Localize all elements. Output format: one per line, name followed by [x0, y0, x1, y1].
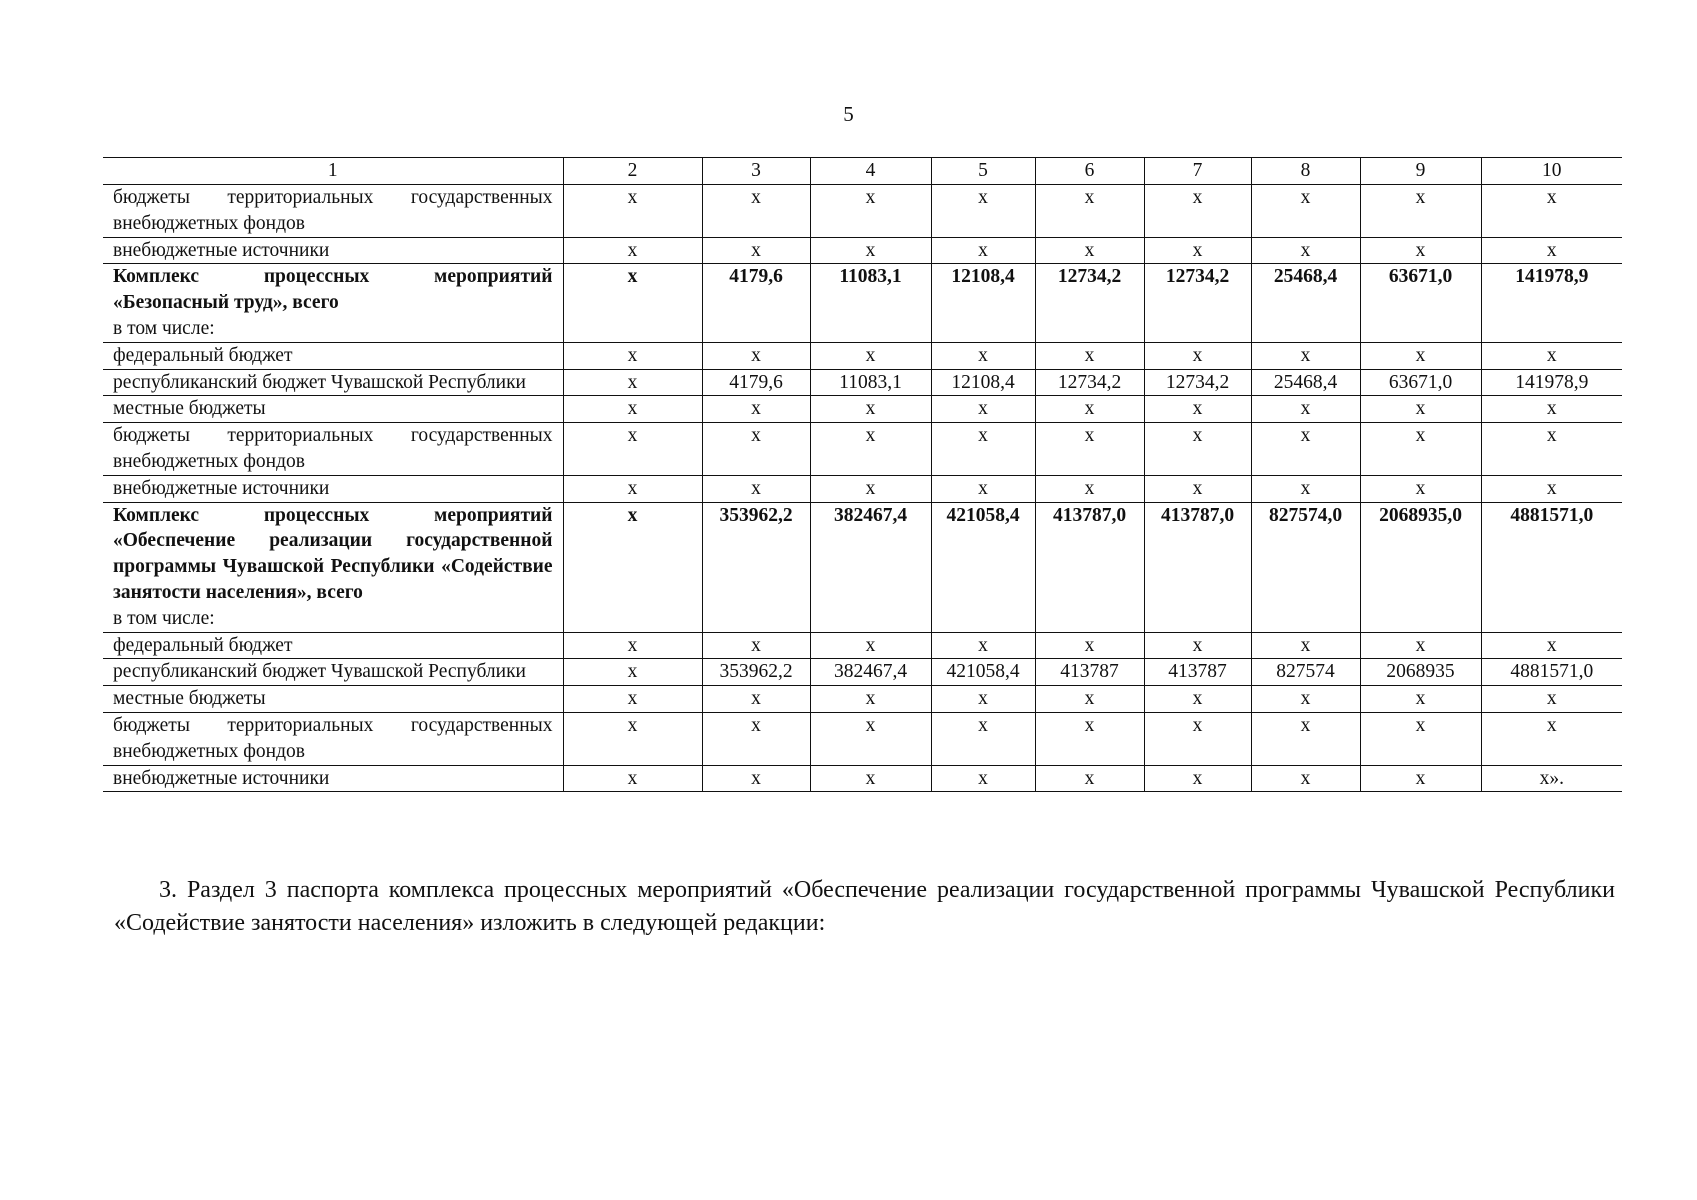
value-cell: х». — [1481, 765, 1622, 792]
row-label: бюджеты территориальных государственных внебюджетных фондов — [113, 714, 553, 762]
table-row — [103, 237, 1622, 264]
row-label: бюджеты территориальных государственных внебюджетных фондов — [113, 187, 553, 234]
value-cell: х — [1251, 712, 1360, 765]
value-cell: 382467,4 — [810, 659, 931, 686]
value-cell: 4179,6 — [702, 264, 810, 342]
row-label: внебюджетные источники — [113, 239, 330, 261]
row-label: местные бюджеты — [113, 398, 266, 420]
row-label-cell — [103, 765, 563, 792]
table-row — [103, 185, 1622, 238]
value-cell: х — [1144, 632, 1251, 659]
table-row — [103, 396, 1622, 423]
header-cell: 8 — [1251, 158, 1360, 185]
page-number: 5 — [843, 102, 854, 126]
value-cell: х — [563, 237, 702, 264]
value-cell: х — [1251, 423, 1360, 476]
body-paragraph: 3. Раздел 3 паспорта комплекса процессных мероприятий «Обеспечение реализации государственной программы Чувашской Республики «Содействие занятости населения» изложить в следующей редакции: — [114, 877, 1615, 936]
row-sublabel: в том числе: — [113, 607, 215, 629]
value-cell: 827574,0 — [1251, 502, 1360, 632]
table-row — [103, 659, 1622, 686]
row-label-cell — [103, 396, 563, 423]
value-cell: х — [1035, 185, 1144, 238]
value-cell: 4179,6 — [702, 369, 810, 396]
value-cell: 12734,2 — [1035, 369, 1144, 396]
value-cell: х — [1251, 342, 1360, 369]
value-cell: 11083,1 — [810, 369, 931, 396]
table-row — [103, 342, 1622, 369]
value-cell: 63671,0 — [1360, 369, 1481, 396]
value-cell: х — [1481, 686, 1622, 713]
header-cell: 2 — [563, 158, 702, 185]
value-cell: 12734,2 — [1144, 264, 1251, 342]
header-cell: 10 — [1481, 158, 1622, 185]
value-cell: х — [1144, 342, 1251, 369]
value-cell: х — [563, 632, 702, 659]
value-cell: х — [1360, 686, 1481, 713]
row-label-cell — [103, 686, 563, 713]
value-cell: х — [1251, 765, 1360, 792]
value-cell: 353962,2 — [702, 659, 810, 686]
row-label-cell — [103, 264, 563, 342]
value-cell: 25468,4 — [1251, 369, 1360, 396]
header-cell: 9 — [1360, 158, 1481, 185]
value-cell: х — [563, 712, 702, 765]
value-cell: х — [702, 475, 810, 502]
value-cell: х — [702, 423, 810, 476]
value-cell: х — [1144, 237, 1251, 264]
value-cell: х — [931, 475, 1035, 502]
value-cell: х — [810, 632, 931, 659]
row-label-cell — [103, 632, 563, 659]
value-cell: х — [702, 342, 810, 369]
row-label: местные бюджеты — [113, 688, 266, 710]
value-cell: х — [563, 396, 702, 423]
value-cell: 141978,9 — [1481, 369, 1622, 396]
row-label-cell — [103, 475, 563, 502]
header-cell: 1 — [103, 158, 563, 185]
value-cell: х — [931, 237, 1035, 264]
value-cell: 4881571,0 — [1481, 502, 1622, 632]
value-cell: 413787 — [1144, 659, 1251, 686]
value-cell: х — [810, 712, 931, 765]
value-cell: х — [1360, 423, 1481, 476]
value-cell: х — [1481, 237, 1622, 264]
value-cell: х — [931, 423, 1035, 476]
value-cell: 2068935,0 — [1360, 502, 1481, 632]
value-cell: х — [931, 712, 1035, 765]
value-cell: х — [1144, 475, 1251, 502]
value-cell: х — [1144, 712, 1251, 765]
header-cell: 7 — [1144, 158, 1251, 185]
value-cell: х — [1360, 712, 1481, 765]
value-cell: 141978,9 — [1481, 264, 1622, 342]
value-cell: 4881571,0 — [1481, 659, 1622, 686]
value-cell: х — [1251, 475, 1360, 502]
value-cell: х — [1251, 686, 1360, 713]
table-row — [103, 423, 1622, 476]
row-label: бюджеты территориальных государственных внебюджетных фондов — [113, 425, 553, 472]
value-cell: х — [1035, 475, 1144, 502]
table-row — [103, 475, 1622, 502]
row-label: федеральный бюджет — [113, 344, 293, 366]
table-row — [103, 686, 1622, 713]
value-cell: х — [810, 342, 931, 369]
table-row-total — [103, 264, 1622, 342]
value-cell: х — [810, 423, 931, 476]
value-cell: х — [1481, 396, 1622, 423]
table-row — [103, 765, 1622, 792]
row-label-cell — [103, 342, 563, 369]
value-cell: х — [563, 502, 702, 632]
value-cell: х — [563, 659, 702, 686]
value-cell: х — [1481, 342, 1622, 369]
row-label-cell — [103, 185, 563, 238]
value-cell: 2068935 — [1360, 659, 1481, 686]
header-cell: 6 — [1035, 158, 1144, 185]
row-label-cell — [103, 237, 563, 264]
table-row — [103, 712, 1622, 765]
value-cell: х — [1251, 185, 1360, 238]
header-cell: 3 — [702, 158, 810, 185]
value-cell: х — [1251, 396, 1360, 423]
value-cell: х — [1035, 237, 1144, 264]
value-cell: х — [810, 765, 931, 792]
value-cell: х — [702, 237, 810, 264]
row-label-cell — [103, 659, 563, 686]
value-cell: 12734,2 — [1035, 264, 1144, 342]
value-cell: 12734,2 — [1144, 369, 1251, 396]
value-cell: х — [810, 686, 931, 713]
row-label: Комплекс процессных мероприятий «Обеспечение реализации государственной программы Чувашской Республики «Содействие занятости населения», всего — [113, 504, 553, 603]
value-cell: х — [563, 342, 702, 369]
value-cell: х — [931, 765, 1035, 792]
value-cell: 413787 — [1035, 659, 1144, 686]
value-cell: х — [1481, 185, 1622, 238]
value-cell: х — [702, 185, 810, 238]
row-label: внебюджетные источники — [113, 767, 330, 789]
value-cell: х — [702, 396, 810, 423]
value-cell: х — [1144, 423, 1251, 476]
value-cell: х — [1360, 475, 1481, 502]
value-cell: х — [563, 185, 702, 238]
value-cell: х — [702, 686, 810, 713]
value-cell: х — [1144, 396, 1251, 423]
value-cell: 12108,4 — [931, 264, 1035, 342]
value-cell: х — [1481, 712, 1622, 765]
value-cell: х — [931, 632, 1035, 659]
value-cell: 11083,1 — [810, 264, 931, 342]
value-cell: х — [1144, 185, 1251, 238]
value-cell: 63671,0 — [1360, 264, 1481, 342]
table-row-total — [103, 502, 1622, 632]
value-cell: х — [931, 396, 1035, 423]
header-cell: 4 — [810, 158, 931, 185]
row-label-cell — [103, 712, 563, 765]
value-cell: х — [1035, 686, 1144, 713]
value-cell: х — [1360, 237, 1481, 264]
value-cell: 353962,2 — [702, 502, 810, 632]
value-cell: х — [810, 237, 931, 264]
value-cell: х — [1035, 342, 1144, 369]
value-cell: х — [563, 264, 702, 342]
table-header-row — [103, 158, 1622, 185]
value-cell: х — [810, 475, 931, 502]
value-cell: х — [1360, 632, 1481, 659]
value-cell: х — [1360, 185, 1481, 238]
value-cell: х — [1144, 765, 1251, 792]
value-cell: х — [810, 396, 931, 423]
value-cell: х — [931, 185, 1035, 238]
value-cell: х — [931, 342, 1035, 369]
value-cell: х — [1360, 765, 1481, 792]
value-cell: 12108,4 — [931, 369, 1035, 396]
value-cell: х — [1144, 686, 1251, 713]
value-cell: 413787,0 — [1144, 502, 1251, 632]
value-cell: х — [1035, 712, 1144, 765]
value-cell: 25468,4 — [1251, 264, 1360, 342]
row-label: федеральный бюджет — [113, 634, 293, 656]
row-label: Комплекс процессных мероприятий «Безопасный труд», всего — [113, 266, 553, 314]
table-body — [103, 158, 1622, 792]
row-label: республиканский бюджет Чувашской Республики — [113, 661, 526, 683]
value-cell: х — [563, 686, 702, 713]
value-cell: х — [931, 686, 1035, 713]
value-cell: х — [1360, 396, 1481, 423]
value-cell: х — [563, 369, 702, 396]
value-cell: х — [1481, 423, 1622, 476]
value-cell: х — [1360, 342, 1481, 369]
header-cell: 5 — [931, 158, 1035, 185]
row-label: внебюджетные источники — [113, 477, 330, 499]
value-cell: 382467,4 — [810, 502, 931, 632]
value-cell: х — [563, 765, 702, 792]
table-row — [103, 369, 1622, 396]
value-cell: х — [1035, 765, 1144, 792]
value-cell: х — [1251, 237, 1360, 264]
row-sublabel: в том числе: — [113, 317, 215, 339]
value-cell: 421058,4 — [931, 659, 1035, 686]
value-cell: х — [702, 712, 810, 765]
value-cell: х — [702, 765, 810, 792]
value-cell: 413787,0 — [1035, 502, 1144, 632]
row-label-cell — [103, 369, 563, 396]
value-cell: х — [1481, 632, 1622, 659]
value-cell: х — [1035, 423, 1144, 476]
value-cell: х — [1035, 632, 1144, 659]
value-cell: х — [702, 632, 810, 659]
row-label-cell — [103, 423, 563, 476]
value-cell: 421058,4 — [931, 502, 1035, 632]
value-cell: х — [1251, 632, 1360, 659]
value-cell: х — [563, 475, 702, 502]
value-cell: х — [1035, 396, 1144, 423]
value-cell: х — [810, 185, 931, 238]
row-label-cell — [103, 502, 563, 632]
value-cell: 827574 — [1251, 659, 1360, 686]
value-cell: х — [563, 423, 702, 476]
value-cell: х — [1481, 475, 1622, 502]
row-label: республиканский бюджет Чувашской Республики — [113, 371, 526, 393]
table-row — [103, 632, 1622, 659]
funding-table — [103, 157, 1622, 792]
